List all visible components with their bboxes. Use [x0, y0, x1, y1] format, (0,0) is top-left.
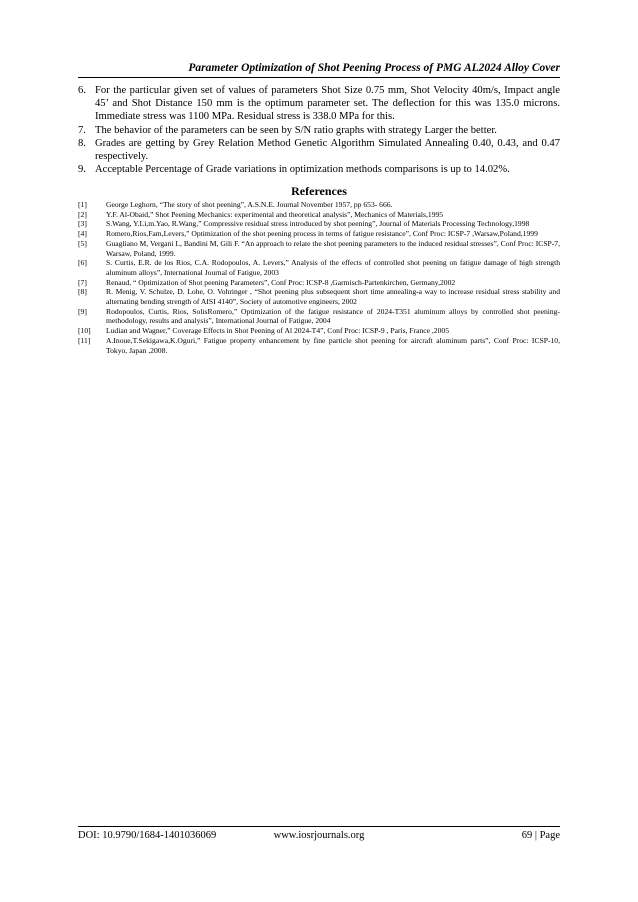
list-item-number: 7.: [78, 124, 86, 136]
reference-item: [78, 229, 560, 239]
reference-text: Ludian and Wagner,” Coverage Effects in Shot Peening of Al 2024-T4”, Conf Proc: ICSP-9 , Paris, France ,2005: [106, 326, 449, 336]
reference-text: Renaud, “ Optimization of Shot peening Parameters”, Conf Proc: ICSP-8 ,Garmisch-Partenkirchen, Germany,2002: [106, 277, 456, 287]
footer-doi: DOI: 10.9790/1684-1401036069: [78, 830, 217, 841]
reference-text: S. Curtis, E.R. de los Rios, C.A. Rodopoulos, A. Levers,” Analysis of the effects of controlled shot peening on fatigue damage of high strength aluminum alloys”, International Journal of Fatigue, 2003: [106, 258, 560, 277]
list-item-number: 6.: [78, 85, 86, 96]
reference-number: [1]: [78, 200, 87, 209]
reference-text: Romero,Rios,Fam,Levers,” Optimization of the shot peening process in terms of fatigue resistance”, Conf Proc: ICSP-7 ,Warsaw,Poland,1999: [106, 229, 538, 239]
reference-item: [78, 278, 560, 288]
references-heading: References: [291, 184, 347, 198]
list-item-text: The behavior of the parameters can be seen by S/N ratio graphs with strategy Larger the better.: [95, 124, 497, 136]
references-list: [78, 200, 560, 355]
running-header: Parameter Optimization of Shot Peening Process of PMG AL2024 Alloy Cover: [188, 62, 560, 74]
reference-item: [78, 239, 560, 258]
reference-item: [78, 210, 560, 220]
reference-number: [4]: [78, 229, 87, 239]
reference-text: Rodopoulos, Curtis, Rios, SolisRomero,” Optimization of the fatigue resistance of 2024-T351 aluminum alloys by controlled shot peening- methodology, results and analysis”, International Journal of Fatigue, 2004: [106, 306, 560, 326]
reference-text: George Leghorn, “The story of shot peening”, A.S.N.E. Journal November 1957, pp 653- 666.: [106, 200, 393, 209]
reference-text: Guagliano M, Vergani L, Bandini M, Gili F. “An approach to relate the shot peening parameters to the induced residual stresses”, Conf Proc: ICSP-7, Warsaw, Poland, 1999.: [106, 238, 560, 258]
list-item: [78, 163, 560, 176]
reference-number: [10]: [78, 326, 91, 336]
reference-item: [78, 287, 560, 306]
reference-item: [78, 326, 560, 336]
list-item-number: 8.: [78, 137, 86, 149]
reference-number: [2]: [78, 209, 87, 219]
footer-page-number: 69 | Page: [521, 830, 560, 841]
reference-item: [78, 307, 560, 326]
reference-text: R. Menig, V. Schulze, D. Lohe, O. Vohringer , “Shot peening plus subsequent short time annealing-a way to increase residual stress stability and alternating bending strength of AISI 4140”, Society of automotive engineers, 2002: [106, 287, 560, 307]
list-item-text: For the particular given set of values of parameters Shot Size 0.75 mm, Shot Velocity 40m/s, Impact angle 45’ and Shot Distance 150 mm is the optimum parameter set. The deflection for this was 135.0 microns. Immediate stress was 1100 MPa. Residual stress is 338.0 MPa for this.: [95, 85, 560, 123]
reference-item: [78, 336, 560, 355]
footer-rule: [78, 826, 560, 827]
list-item: [78, 137, 560, 163]
header-rule: [78, 77, 560, 78]
list-item: [78, 84, 560, 124]
reference-text: A.Inoue,T.Sekigawa,K.Oguri,” Fatigue property enhancement by fine particle shot peening for aircraft aluminum parts”, Conf Proc: ICSP-10, Tokyo, Japan ,2008.: [106, 335, 560, 355]
footer-website: www.iosrjournals.org: [273, 830, 365, 841]
reference-number: [11]: [78, 335, 91, 345]
list-item-text: Acceptable Percentage of Grade variations in optimization methods comparisons is up to 14.02%.: [95, 164, 510, 176]
reference-number: [3]: [78, 219, 87, 229]
reference-number: [9]: [78, 306, 87, 316]
reference-item: [78, 258, 560, 277]
conclusions-list: [78, 84, 560, 176]
reference-number: [5]: [78, 238, 87, 248]
list-item-number: 9.: [78, 164, 86, 176]
reference-number: [7]: [78, 277, 87, 287]
list-item-text: Grades are getting by Grey Relation Method Genetic Algorithm Simulated Annealing 0.40, 0.43, and 0.47 respectively.: [95, 137, 560, 163]
reference-text: S.Wang, Y.Li,m.Yao, R.Wang,” Compressive residual stress introduced by shot peening”, Journal of Materials Processing Technology,1998: [106, 219, 530, 229]
list-item: [78, 124, 560, 137]
reference-text: Y.F. Al-Obaid,” Shot Peening Mechanics: experimental and theoretical analysis”, Mechanics of Materials,1995: [106, 209, 444, 219]
reference-number: [6]: [78, 258, 87, 268]
reference-item: [78, 219, 560, 229]
reference-item: [78, 200, 560, 210]
reference-number: [8]: [78, 287, 87, 297]
